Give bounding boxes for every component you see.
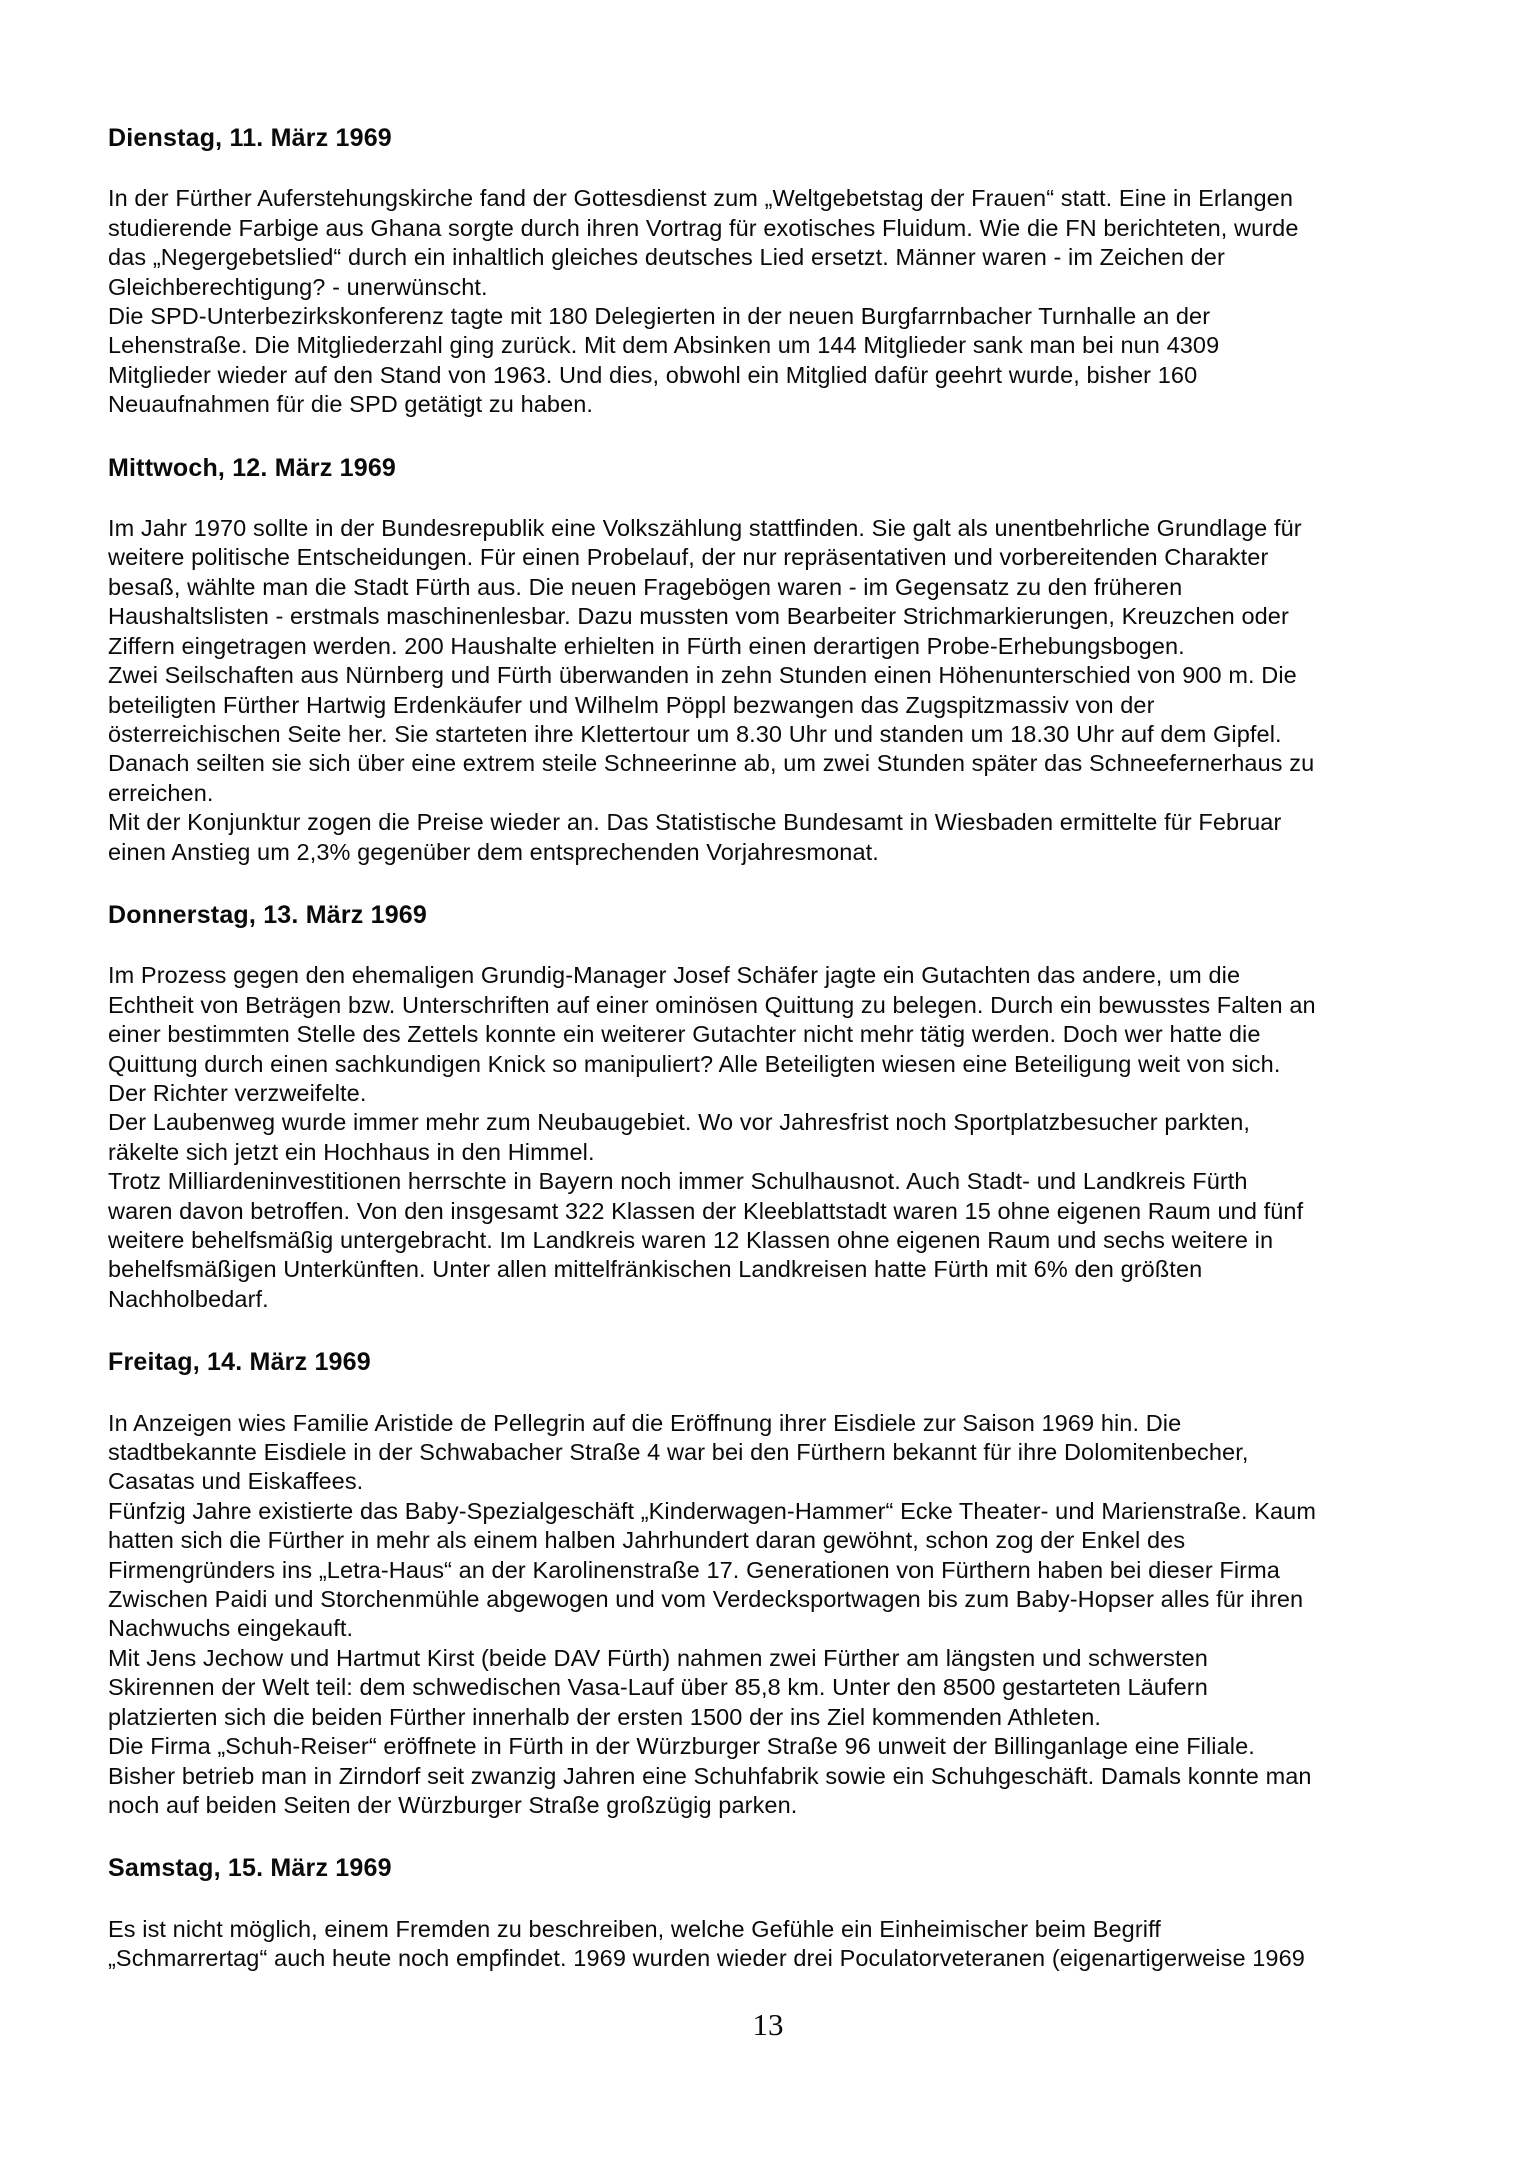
text-line: Mit der Konjunktur zogen die Preise wieder an. Das Statistische Bundesamt in Wiesbaden ermittelte für Februar (108, 809, 1282, 836)
diary-section (108, 1854, 1508, 1973)
section-heading: Freitag, 14. März 1969 (108, 1348, 371, 1377)
text-line: Die SPD-Unterbezirkskonferenz tagte mit 180 Delegierten in der neuen Burgfarrnbacher Turnhalle an der (108, 303, 1211, 330)
diary-section (108, 454, 1508, 867)
text-line: In Anzeigen wies Familie Aristide de Pellegrin auf die Eröffnung ihrer Eisdiele zur Saison 1969 hin. Die (108, 1409, 1182, 1436)
text-line: Fünfzig Jahre existierte das Baby-Spezialgeschäft „Kinderwagen-Hammer“ Ecke Theater- und Marienstraße. Kaum (108, 1497, 1316, 1524)
section-body (108, 184, 1508, 419)
text-line: Zwischen Paidi und Storchenmühle abgewogen und vom Verdecksportwagen bis zum Baby-Hopser alles für ihren (108, 1586, 1304, 1613)
text-line: noch auf beiden Seiten der Würzburger Straße großzügig parken. (108, 1791, 798, 1818)
text-line: Firmengründers ins „Letra-Haus“ an der Karolinenstraße 17. Generationen von Fürthern haben bei dieser Firma (108, 1556, 1280, 1583)
text-line: einen Anstieg um 2,3% gegenüber dem entsprechenden Vorjahresmonat. (108, 838, 879, 865)
diary-section (108, 124, 1508, 420)
text-line: studierende Farbige aus Ghana sorgte durch ihren Vortrag für exotisches Fluidum. Wie die FN berichteten, wurde (108, 214, 1299, 241)
text-line: räkelte sich jetzt ein Hochhaus in den Himmel. (108, 1138, 595, 1165)
paragraph (108, 514, 1508, 661)
text-line: weitere behelfsmäßig untergebracht. Im Landkreis waren 12 Klassen ohne eigenen Raum und sechs weitere in (108, 1227, 1274, 1253)
text-line: einer bestimmten Stelle des Zettels konnte ein weiterer Gutachter nicht mehr tätig werden. Doch wer hatte die (108, 1021, 1261, 1048)
diary-section (108, 901, 1508, 1314)
text-line: Der Richter verzweifelte. (108, 1079, 367, 1106)
text-line: Ziffern eingetragen werden. 200 Haushalte erhielten in Fürth einen derartigen Probe-Erhebungsbogen. (108, 632, 1185, 659)
section-heading: Mittwoch, 12. März 1969 (108, 453, 397, 482)
section-body (108, 514, 1508, 867)
paragraph (108, 661, 1508, 808)
text-line: Quittung durch einen sachkundigen Knick so manipuliert? Alle Beteiligten wiesen eine Beteiligung weit von sich. (108, 1050, 1281, 1077)
paragraph (108, 1915, 1508, 1974)
text-line: Gleichberechtigung? - unerwünscht. (108, 273, 488, 300)
section-body (108, 1409, 1508, 1821)
page-number: 13 (752, 2007, 784, 2042)
text-line: Neuaufnahmen für die SPD getätigt zu haben. (108, 391, 594, 418)
text-line: Casatas und Eiskaffees. (108, 1468, 364, 1495)
paragraph (108, 808, 1508, 867)
section-heading: Samstag, 15. März 1969 (108, 1854, 392, 1883)
text-line: Mit Jens Jechow und Hartmut Kirst (beide DAV Fürth) nahmen zwei Fürther am längsten und schwersten (108, 1644, 1208, 1671)
text-line: Im Jahr 1970 sollte in der Bundesrepublik eine Volkszählung stattfinden. Sie galt als unentbehrliche Grundlage für (108, 515, 1302, 542)
paragraph (108, 1167, 1508, 1314)
text-line: beteiligten Fürther Hartwig Erdenkäufer und Wilhelm Pöppl bezwangen das Zugspitzmassiv von der (108, 691, 1155, 718)
diary-section (108, 1348, 1508, 1820)
text-line: Die Firma „Schuh-Reiser“ eröffnete in Fürth in der Würzburger Straße 96 unweit der Billinganlage eine Filiale. (108, 1733, 1255, 1760)
text-line: das „Negergebetslied“ durch ein inhaltlich gleiches deutsches Lied ersetzt. Männer waren - im Zeichen der (108, 244, 1225, 271)
text-line: stadtbekannte Eisdiele in der Schwabacher Straße 4 war bei den Fürthern bekannt für ihre Dolomitenbecher, (108, 1439, 1249, 1466)
text-line: Danach seilten sie sich über eine extrem steile Schneerinne ab, um zwei Stunden später das Schneefernerhaus zu (108, 750, 1315, 777)
text-line: Es ist nicht möglich, einem Fremden zu beschreiben, welche Gefühle ein Einheimischer beim Begriff (108, 1915, 1161, 1942)
text-line: erreichen. (108, 779, 214, 806)
text-line: Bisher betrieb man in Zirndorf seit zwanzig Jahren eine Schuhfabrik sowie ein Schuhgeschäft. Damals konnte man (108, 1762, 1312, 1789)
section-body (108, 961, 1508, 1314)
paragraph (108, 184, 1508, 302)
text-line: Lehenstraße. Die Mitgliederzahl ging zurück. Mit dem Absinken um 144 Mitglieder sank man bei nun 4309 (108, 332, 1220, 359)
paragraph (108, 302, 1508, 420)
paragraph (108, 1108, 1508, 1167)
paragraph (108, 961, 1508, 1108)
text-line: Echtheit von Beträgen bzw. Unterschriften auf einer ominösen Quittung zu belegen. Durch ein bewusstes Falten an (108, 991, 1316, 1018)
section-body (108, 1915, 1508, 1974)
paragraph (108, 1644, 1508, 1732)
paragraph (108, 1409, 1508, 1497)
text-line: Mitglieder wieder auf den Stand von 1963. Und dies, obwohl ein Mitglied dafür geehrt wurde, bisher 160 (108, 361, 1198, 388)
text-line: „Schmarrertag“ auch heute noch empfindet. 1969 wurden wieder drei Poculatorveteranen (eigenartigerweise 1969 (108, 1945, 1305, 1972)
paragraph (108, 1732, 1508, 1820)
text-line: Der Laubenweg wurde immer mehr zum Neubaugebiet. Wo vor Jahresfrist noch Sportplatzbesucher parkten, (108, 1109, 1251, 1136)
section-heading: Dienstag, 11. März 1969 (108, 124, 392, 152)
text-line: Trotz Milliardeninvestitionen herrschte in Bayern noch immer Schulhausnot. Auch Stadt- und Landkreis Fürth (108, 1168, 1248, 1195)
text-line: österreichischen Seite her. Sie starteten ihre Klettertour um 8.30 Uhr und standen um 18.30 Uhr auf dem Gipfel. (108, 720, 1282, 747)
paragraph (108, 1497, 1508, 1644)
text-line: hatten sich die Fürther in mehr als einem halben Jahrhundert daran gewöhnt, schon zog der Enkel des (108, 1527, 1186, 1554)
text-line: Zwei Seilschaften aus Nürnberg und Fürth überwanden in zehn Stunden einen Höhenunterschied von 900 m. Die (108, 662, 1297, 689)
text-line: besaß, wählte man die Stadt Fürth aus. Die neuen Fragebögen waren - im Gegensatz zu den früheren (108, 573, 1183, 600)
text-line: Haushaltslisten - erstmals maschinenlesbar. Dazu mussten vom Bearbeiter Strichmarkierungen, Kreuzchen oder (108, 603, 1289, 630)
text-line: In der Fürther Auferstehungskirche fand der Gottesdienst zum „Weltgebetstag der Frauen“ statt. Eine in Erlangen (108, 185, 1293, 212)
text-line: platzierten sich die beiden Fürther innerhalb der ersten 1500 der ins Ziel kommenden Athleten. (108, 1703, 1102, 1730)
text-line: Im Prozess gegen den ehemaligen Grundig-Manager Josef Schäfer jagte ein Gutachten das andere, um die (108, 962, 1241, 989)
text-line: Nachwuchs eingekauft. (108, 1615, 354, 1642)
text-line: weitere politische Entscheidungen. Für einen Probelauf, der nur repräsentativen und vorbereitenden Charakter (108, 544, 1269, 571)
text-line: Skirennen der Welt teil: dem schwedischen Vasa-Lauf über 85,8 km. Unter den 8500 gestarteten Läufern (108, 1674, 1208, 1701)
section-heading: Donnerstag, 13. März 1969 (108, 900, 428, 929)
text-line: waren davon betroffen. Von den insgesamt 322 Klassen der Kleeblattstadt waren 15 ohne eigenen Raum und fünf (108, 1197, 1304, 1224)
text-line: behelfsmäßigen Unterkünften. Unter allen mittelfränkischen Landkreisen hatte Fürth mit 6% den größten (108, 1256, 1203, 1283)
document-content (108, 124, 1508, 1974)
text-line: Nachholbedarf. (108, 1285, 269, 1312)
